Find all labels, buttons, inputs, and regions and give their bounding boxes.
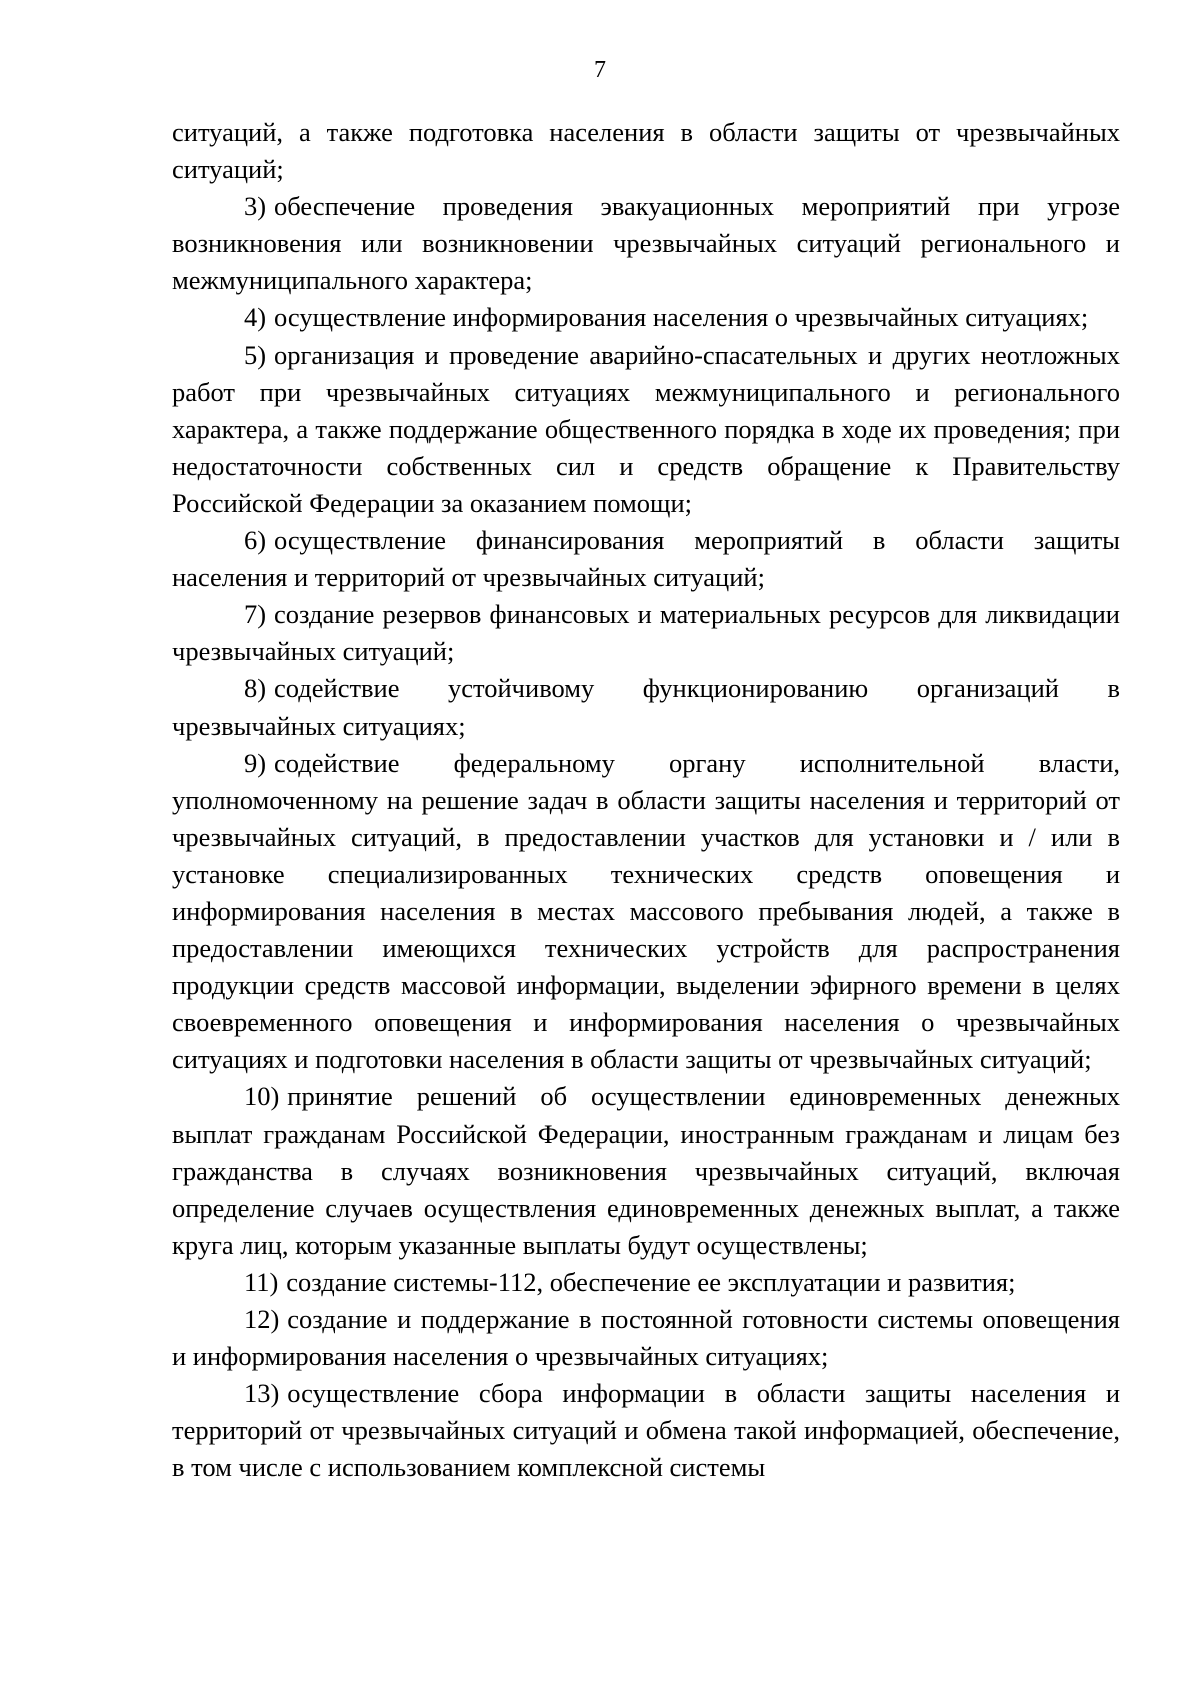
item-number: 5) [244, 339, 267, 370]
paragraph-item-3 [172, 188, 1120, 299]
paragraph-item-6 [172, 522, 1120, 596]
paragraph-text: осуществление информирования населения о чрезвычайных ситуациях; [274, 302, 1089, 333]
paragraph-text: организация и проведение аварийно-спасательных и других неотложных работ при чрезвычайных ситуациях межмуниципального и регионального характера, а также поддержание общественного порядка в ходе их проведения; при недостаточности собственных сил и средств обращение к Правительству Российской Федерации за оказанием помощи; [172, 339, 1120, 518]
paragraph-text: обеспечение проведения эвакуационных мероприятий при угрозе возникновения или возникновении чрезвычайных ситуаций регионального и межмуниципального характера; [172, 191, 1120, 296]
paragraph-text: создание резервов финансовых и материальных ресурсов для ликвидации чрезвычайных ситуаций; [172, 599, 1120, 667]
paragraph-item-8 [172, 670, 1120, 744]
paragraph-item-7 [172, 596, 1120, 670]
item-number: 9) [244, 747, 267, 778]
item-number: 6) [244, 525, 267, 556]
item-number: 8) [244, 673, 267, 704]
paragraph-item-11 [172, 1264, 1120, 1301]
paragraph-text: ситуаций, а также подготовка населения в области защиты от чрезвычайных ситуаций; [172, 117, 1120, 185]
paragraph-item-10 [172, 1078, 1120, 1263]
paragraph-text: создание системы-112, обеспечение ее эксплуатации и развития; [286, 1266, 1016, 1297]
item-number: 7) [244, 599, 267, 630]
item-number: 10) [244, 1081, 280, 1112]
paragraph-continuation [172, 114, 1120, 188]
paragraph-text: создание и поддержание в постоянной готовности системы оповещения и информирования населения о чрезвычайных ситуациях; [172, 1304, 1120, 1372]
paragraph-item-13 [172, 1375, 1120, 1486]
paragraph-text: содействие федеральному органу исполнительной власти, уполномоченному на решение задач в области защиты населения и территорий от чрезвычайных ситуаций, в предоставлении участков для установки и / или в установке специализированных технических средств оповещения и информирования населения в местах массового пребывания людей, а также в предоставлении имеющихся технических устройств для распространения продукции средств массовой информации, выделении эфирного времени в целях своевременного оповещения и информирования населения о чрезвычайных ситуациях и подготовки населения в области защиты от чрезвычайных ситуаций; [172, 747, 1120, 1075]
item-number: 13) [244, 1378, 280, 1409]
paragraph-text: содействие устойчивому функционированию организаций в чрезвычайных ситуациях; [172, 673, 1120, 741]
item-number: 4) [244, 302, 267, 333]
item-number: 12) [244, 1304, 280, 1334]
page-number: 7 [594, 57, 606, 83]
paragraph-item-4 [172, 299, 1120, 336]
paragraph-text: осуществление сбора информации в области защиты населения и территорий от чрезвычайных ситуаций и обмена такой информацией, обеспечение, в том числе с использованием комплексной системы [172, 1378, 1120, 1483]
paragraph-item-9 [172, 745, 1120, 1079]
document-body [172, 114, 1120, 1486]
paragraph-item-12 [172, 1301, 1120, 1375]
paragraph-text: осуществление финансирования мероприятий в области защиты населения и территорий от чрезвычайных ситуаций; [172, 525, 1120, 593]
paragraph-text: принятие решений об осуществлении единовременных денежных выплат гражданам Российской Федерации, иностранным гражданам и лицам без гражданства в случаях возникновения чрезвычайных ситуаций, включая определение случаев осуществления единовременных денежных выплат, а также круга лиц, которым указанные выплаты будут осуществлены; [172, 1081, 1120, 1260]
paragraph-item-5 [172, 337, 1120, 522]
item-number: 11) [244, 1266, 279, 1297]
item-number: 3) [244, 191, 267, 222]
